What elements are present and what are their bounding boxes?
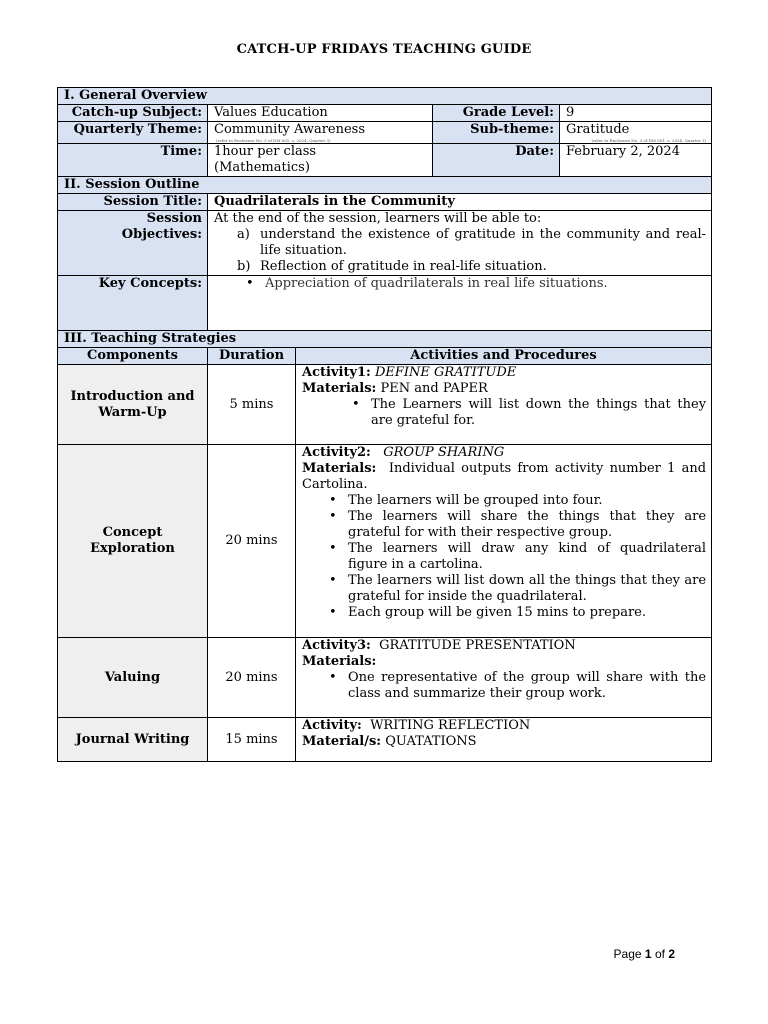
component-name: Introduction and Warm-Up (58, 365, 208, 445)
procedure-item: • Each group will be given 15 mins to prepare. (302, 605, 706, 621)
component-name: Valuing (58, 638, 208, 718)
row-theme (58, 122, 712, 144)
theme-value: Community Awareness (214, 122, 366, 137)
materials-value: Individual outputs from activity number 1 and Cartolina. (302, 461, 707, 492)
col-header-activities: Activities and Procedures (296, 348, 712, 365)
activities-cell (296, 365, 712, 445)
objectives-label (58, 211, 208, 276)
key-concepts-list (213, 276, 706, 292)
materials-value: QUATATIONS (385, 734, 477, 749)
strategy-row (58, 445, 712, 638)
activity-title: GROUP SHARING (383, 445, 505, 460)
procedure-list (302, 397, 706, 429)
row-session-title (58, 194, 712, 211)
objectives-label-line2: Objectives: (121, 227, 202, 242)
procedure-item: • One representative of the group will share with the class and summarize their group work. (302, 670, 706, 702)
materials-value: PEN and PAPER (380, 381, 488, 396)
activity-label: Activity1: (302, 365, 371, 380)
objectives-list (214, 227, 706, 275)
procedure-list (302, 670, 706, 702)
procedure-item: • The learners will draw any kind of quadrilateral figure in a cartolina. (302, 541, 706, 573)
component-name: Concept Exploration (58, 445, 208, 638)
component-name: Journal Writing (58, 718, 208, 762)
procedure-list (302, 493, 706, 621)
row-key-concepts (58, 276, 712, 331)
teaching-guide-table (57, 87, 712, 762)
duration: 5 mins (208, 365, 296, 445)
procedure-item: • The Learners will list down the things that they are grateful for. (302, 397, 706, 429)
section-general-overview (58, 88, 712, 105)
strategy-row (58, 638, 712, 718)
objectives-intro: At the end of the session, learners will be able to: (214, 211, 542, 226)
date-label: Date: (433, 144, 560, 177)
time-cell (208, 144, 433, 177)
materials-label: Material/s: (302, 734, 382, 749)
activity-label: Activity3: (302, 638, 371, 653)
activity-title: WRITING REFLECTION (370, 718, 531, 733)
section-heading: I. General Overview (58, 88, 712, 105)
section-heading: III. Teaching Strategies (58, 331, 712, 348)
subject-label: Catch-up Subject: (58, 105, 208, 122)
grade-value: 9 (560, 105, 712, 122)
subtheme-note: (refer to Enclosure No. 3 of DM 001, s. 2024, Quarter 3) (591, 138, 707, 143)
subtheme-label: Sub-theme: (433, 122, 560, 144)
date-value: February 2, 2024 (560, 144, 712, 177)
duration: 20 mins (208, 638, 296, 718)
materials-label: Materials: (302, 381, 377, 396)
page-number: 1 (644, 947, 652, 961)
theme-cell (208, 122, 433, 144)
duration: 20 mins (208, 445, 296, 638)
time-value-line2: (Mathematics) (214, 160, 310, 175)
strategy-row (58, 718, 712, 762)
objective-item: b) Reflection of gratitude in real-life situation. (237, 259, 547, 274)
activities-cell (296, 718, 712, 762)
theme-note: (refer to Enclosure No. 3 of DM 001, s. 2024, Quarter 3) (216, 138, 331, 143)
section-heading: II. Session Outline (58, 177, 712, 194)
theme-label: Quarterly Theme: (58, 122, 208, 144)
activity-label: Activity2: (302, 445, 371, 460)
key-concepts-cell (208, 276, 712, 331)
time-value-line1: 1hour per class (214, 144, 317, 159)
objectives-cell (208, 211, 712, 276)
activity-title: DEFINE GRATITUDE (374, 365, 517, 380)
procedure-item: • The learners will list down all the things that they are grateful for inside the quadrilateral. (302, 573, 706, 605)
activity-label: Activity: (302, 718, 362, 733)
time-label: Time: (58, 144, 208, 177)
session-title-value: Quadrilaterals in the Community (208, 194, 712, 211)
objectives-label-line1: Session (146, 211, 202, 226)
session-title-label: Session Title: (58, 194, 208, 211)
procedure-item: • The learners will be grouped into four. (302, 493, 706, 509)
row-subject (58, 105, 712, 122)
document-title: CATCH-UP FRIDAYS TEACHING GUIDE (236, 42, 532, 57)
materials-label: Materials: (302, 461, 377, 476)
activities-cell (296, 445, 712, 638)
page-footer (614, 947, 675, 961)
subtheme-cell (560, 122, 712, 144)
of-word: of (654, 947, 665, 961)
materials-label: Materials: (302, 654, 377, 669)
objective-item: a) understand the existence of gratitude in the community and real-life situation. (237, 227, 707, 258)
activity-title: GRATITUDE PRESENTATION (379, 638, 576, 653)
subtheme-value: Gratitude (566, 122, 630, 137)
duration: 15 mins (208, 718, 296, 762)
col-header-components: Components (58, 348, 208, 365)
page-word: Page (613, 947, 642, 961)
procedure-item: • The learners will share the things that they are grateful for with their respective group. (302, 509, 706, 541)
row-objectives (58, 211, 712, 276)
section-teaching-strategies (58, 331, 712, 348)
key-concept-item: • Appreciation of quadrilaterals in real life situations. (213, 276, 706, 292)
subject-value: Values Education (208, 105, 433, 122)
key-concepts-label: Key Concepts: (58, 276, 208, 331)
page-total: 2 (668, 947, 675, 961)
section-session-outline (58, 177, 712, 194)
col-header-duration: Duration (208, 348, 296, 365)
grade-label: Grade Level: (433, 105, 560, 122)
strategies-header-row (58, 348, 712, 365)
row-time (58, 144, 712, 177)
strategy-row (58, 365, 712, 445)
activities-cell (296, 638, 712, 718)
